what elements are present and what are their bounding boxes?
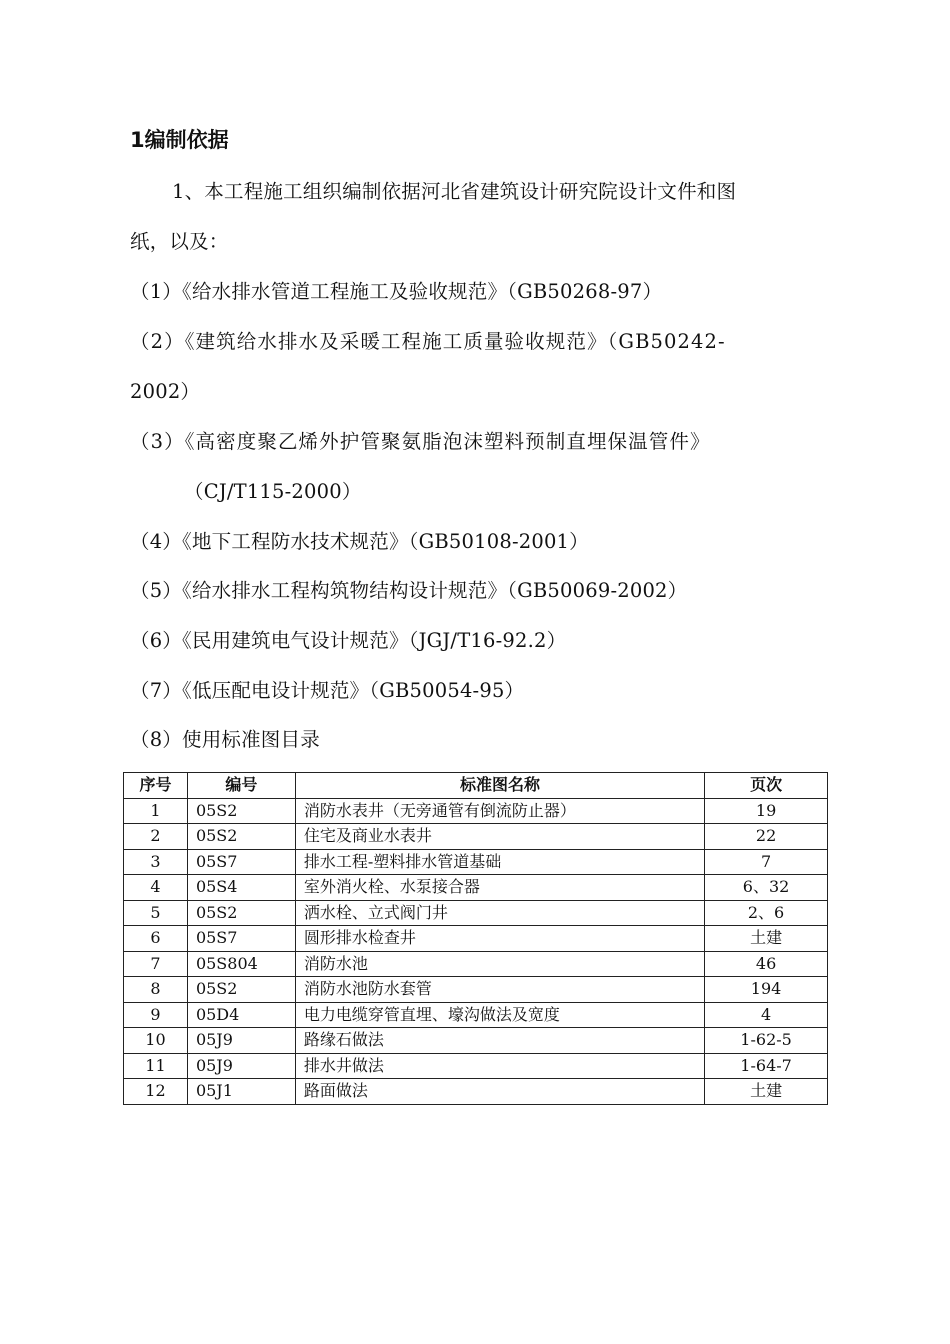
cell-page: 6、32 xyxy=(705,875,828,901)
reference-6: （6）《民用建筑电气设计规范》（JGJ/T16-92.2） xyxy=(130,629,567,652)
cell-index: 4 xyxy=(124,875,188,901)
table-row xyxy=(124,849,828,875)
table-row xyxy=(124,1028,828,1054)
cell-drawing-name: 排水井做法 xyxy=(295,1053,704,1079)
cell-page: 19 xyxy=(705,798,828,824)
cell-index: 8 xyxy=(124,977,188,1003)
cell-code: 05S4 xyxy=(187,875,295,901)
reference-5: （5）《给水排水工程构筑物结构设计规范》（GB50069-2002） xyxy=(130,579,688,602)
cell-page: 1-64-7 xyxy=(705,1053,828,1079)
cell-drawing-name: 消防水表井（无旁通管有倒流防止器） xyxy=(295,798,704,824)
header-code: 编号 xyxy=(187,773,295,799)
table-row xyxy=(124,798,828,824)
cell-page: 46 xyxy=(705,951,828,977)
cell-index: 1 xyxy=(124,798,188,824)
cell-drawing-name: 排水工程-塑料排水管道基础 xyxy=(295,849,704,875)
cell-index: 11 xyxy=(124,1053,188,1079)
cell-index: 6 xyxy=(124,926,188,952)
reference-1: （1）《给水排水管道工程施工及验收规范》（GB50268-97） xyxy=(130,280,663,303)
cell-drawing-name: 圆形排水检查井 xyxy=(295,926,704,952)
cell-page: 2、6 xyxy=(705,900,828,926)
table-row xyxy=(124,1002,828,1028)
cell-drawing-name: 室外消火栓、水泵接合器 xyxy=(295,875,704,901)
table-row xyxy=(124,824,828,850)
table-header-row xyxy=(124,773,828,799)
cell-drawing-name: 电力电缆穿管直埋、壕沟做法及宽度 xyxy=(295,1002,704,1028)
table-row xyxy=(124,1079,828,1105)
table-row xyxy=(124,1053,828,1079)
reference-7: （7）《低压配电设计规范》（GB50054-95） xyxy=(130,679,525,702)
cell-code: 05S7 xyxy=(187,849,295,875)
standard-drawings-table xyxy=(123,772,828,1105)
cell-drawing-name: 路缘石做法 xyxy=(295,1028,704,1054)
cell-index: 2 xyxy=(124,824,188,850)
reference-3: （3）《高密度聚乙烯外护管聚氨脂泡沫塑料预制直埋保温管件》 xyxy=(130,430,711,453)
cell-code: 05S2 xyxy=(187,977,295,1003)
cell-page: 土建 xyxy=(705,1079,828,1105)
cell-code: 05J9 xyxy=(187,1053,295,1079)
cell-drawing-name: 住宅及商业水表井 xyxy=(295,824,704,850)
table-row xyxy=(124,900,828,926)
reference-4: （4）《地下工程防水技术规范》（GB50108-2001） xyxy=(130,530,589,553)
cell-code: 05S2 xyxy=(187,798,295,824)
table-row xyxy=(124,951,828,977)
cell-code: 05S7 xyxy=(187,926,295,952)
cell-page: 1-62-5 xyxy=(705,1028,828,1054)
table-row xyxy=(124,977,828,1003)
cell-code: 05S2 xyxy=(187,900,295,926)
cell-page: 22 xyxy=(705,824,828,850)
reference-3-continuation: （CJ/T115-2000） xyxy=(184,480,362,503)
header-page: 页次 xyxy=(705,773,828,799)
header-index: 序号 xyxy=(124,773,188,799)
cell-page: 4 xyxy=(705,1002,828,1028)
cell-code: 05J9 xyxy=(187,1028,295,1054)
cell-index: 7 xyxy=(124,951,188,977)
cell-drawing-name: 洒水栓、立式阀门井 xyxy=(295,900,704,926)
cell-drawing-name: 路面做法 xyxy=(295,1079,704,1105)
table-row xyxy=(124,875,828,901)
cell-code: 05S804 xyxy=(187,951,295,977)
cell-page: 7 xyxy=(705,849,828,875)
cell-index: 10 xyxy=(124,1028,188,1054)
reference-8: （8）使用标准图目录 xyxy=(130,728,320,751)
intro-line-1: 1、本工程施工组织编制依据河北省建筑设计研究院设计文件和图 xyxy=(172,180,737,203)
cell-code: 05J1 xyxy=(187,1079,295,1105)
cell-index: 5 xyxy=(124,900,188,926)
section-heading: 1编制依据 xyxy=(130,128,229,152)
cell-page: 土建 xyxy=(705,926,828,952)
cell-page: 194 xyxy=(705,977,828,1003)
reference-2-continuation: 2002） xyxy=(130,380,201,403)
cell-index: 9 xyxy=(124,1002,188,1028)
reference-2: （2）《建筑给水排水及采暖工程施工质量验收规范》（GB50242- xyxy=(130,330,726,353)
cell-code: 05S2 xyxy=(187,824,295,850)
cell-code: 05D4 xyxy=(187,1002,295,1028)
cell-index: 3 xyxy=(124,849,188,875)
cell-index: 12 xyxy=(124,1079,188,1105)
cell-drawing-name: 消防水池防水套管 xyxy=(295,977,704,1003)
cell-drawing-name: 消防水池 xyxy=(295,951,704,977)
intro-line-2: 纸，以及： xyxy=(130,230,229,253)
header-drawing-name: 标准图名称 xyxy=(295,773,704,799)
table-row xyxy=(124,926,828,952)
